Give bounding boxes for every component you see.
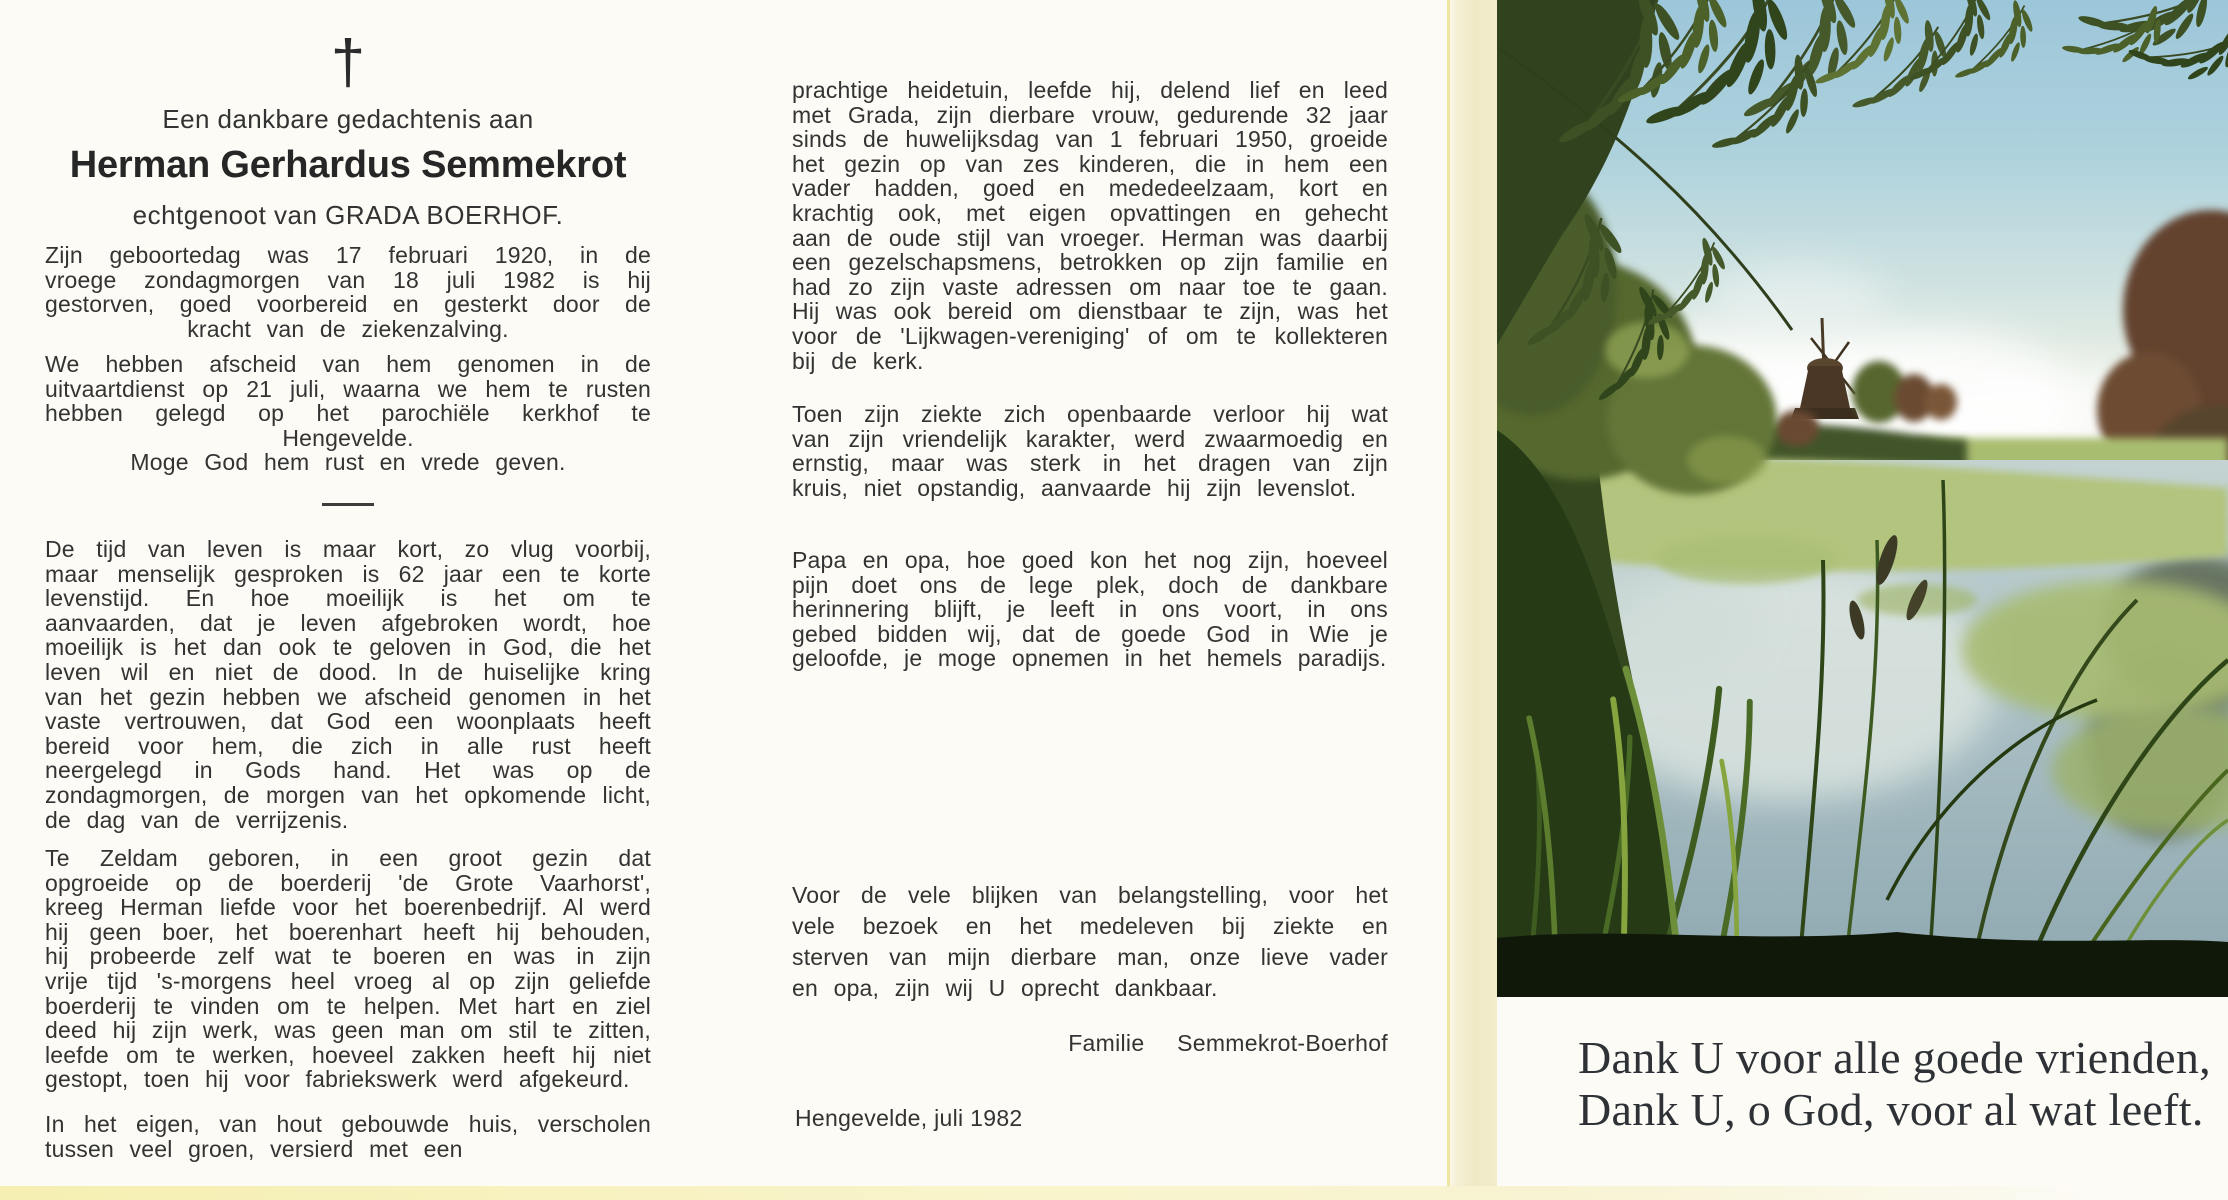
fold-line [1447,0,1450,1200]
paragraph-family: prachtige heidetuin, leefde hij, delend lief en leed met Grada, zijn dierbare vrouw, gedurende 32 jaar sinds de huwelijksdag van 1 februari 1950, groeide het gezin op van zes kinderen, die in hem een vader hadden, goed en mededeelzaam, kort en krachtig ook, met eigen opvattingen en gehecht aan de oude stijl van vroeger. Herman was daarbij een gezelschapsmens, betrokken op zijn familie en had zo zijn vaste adressen om naar toe te gaan. Hij was ook bereid om dienstbaar te zijn, was het voor de 'Lijkwagen-vereniging' of om te kollekteren bij de kerk. [792,77,1388,374]
cross-icon: † [330,28,366,97]
deceased-name: Herman Gerhardus Semmekrot [69,144,627,186]
landscape-photo [1497,0,2228,997]
thanks-verse-line2: Dank U, o God, voor al wat leeft. [1578,1084,2204,1135]
scan-bottom-edge [0,1186,2228,1200]
thanks-verse-line1: Dank U voor alle goede vrienden, [1578,1032,2211,1083]
intro-line: Een dankbare gedachtenis aan [162,104,534,134]
paragraph-house: In het eigen, van hout gebouwde huis, verscholen tussen veel groen, versierd met een [45,1111,651,1162]
spouse-line: echtgenoot van GRADA BOERHOF. [132,200,564,230]
paragraph-funeral: We hebben afscheid van hem genomen in de uitvaartdienst op 21 juli, waarna we hem te rusten hebben gelegd op het parochiële kerkhof te Hengevelde. [45,351,651,451]
place-and-date: Hengevelde, juli 1982 [795,1105,1023,1131]
paragraph-blessing: Moge God hem rust en vrede geven. [130,449,566,475]
paragraph-papa-opa: Papa en opa, hoe goed kon het nog zijn, hoeveel pijn doet ons de lege plek, doch de dankbare herinnering blijft, je leeft in ons voort, in ons gebed bidden wij, dat de goede God in Wie je geloofde, je moge opnemen in het hemels paradijs. [792,547,1388,672]
paragraph-life: De tijd van leven is maar kort, zo vlug voorbij, maar menselijk gesproken is 62 jaar een te korte levenstijd. En hoe moeilijk is het om te aanvaarden, dat je leven afgebroken wordt, hoe moeilijk is het dan ook te geloven in God, die het leven wil en niet de dood. In de huiselijke kring van het gezin hebben we afscheid genomen in het vaste vertrouwen, dat God een woonplaats heeft bereid voor hem, die zich in alle rust heeft neergelegd in Gods hand. Het was op de zondagmorgen, de morgen van het opkomende licht, de dag van de verrijzenis. [45,536,651,833]
paragraph-acknowledgement: Voor de vele blijken van belangstelling, voor het vele bezoek en het medeleven bij ziekte en sterven van mijn dierbare man, onze lieve vader en opa, zijn wij U oprecht dankbaar. [792,882,1388,1001]
section-divider [322,503,374,506]
paragraph-illness: Toen zijn ziekte zich openbaarde verloor hij wat van zijn vriendelijk karakter, werd zwaarmoedig en ernstig, maar was sterk in het dragen van zijn kruis, niet opstandig, aanvaarde hij zijn levenslot. [792,401,1388,501]
landscape-photo-art [1497,0,2228,997]
bottom-grass-silhouette [1497,932,2228,997]
paragraph-farm: Te Zeldam geboren, in een groot gezin dat opgroeide op de boerderij 'de Grote Vaarhorst', kreeg Herman liefde voor het boerenbedrijf. Al werd hij geen boer, het boerenhart heeft hij behouden, hij probeerde zelf wat te boeren en was in zijn vrije tijd 's-morgens heel vroeg al op zijn geliefde boerderij te vinden om te helpen. Met hart en ziel deed hij zijn werk, was geen man om stil te zitten, leefde om te werken, hoeveel zakken heeft hij niet gestopt, toen hij voor fabriekswerk werd afgekeurd. [45,845,651,1093]
card-fold-edge [1447,0,1497,1200]
paragraph-birth-death: Zijn geboortedag was 17 februari 1920, in de vroege zondagmorgen van 18 juli 1982 is hij gestorven, goed voorbereid en gesterkt door de kracht van de ziekenzalving. [45,242,651,342]
family-signature: Familie Semmekrot-Boerhof [1068,1030,1388,1056]
